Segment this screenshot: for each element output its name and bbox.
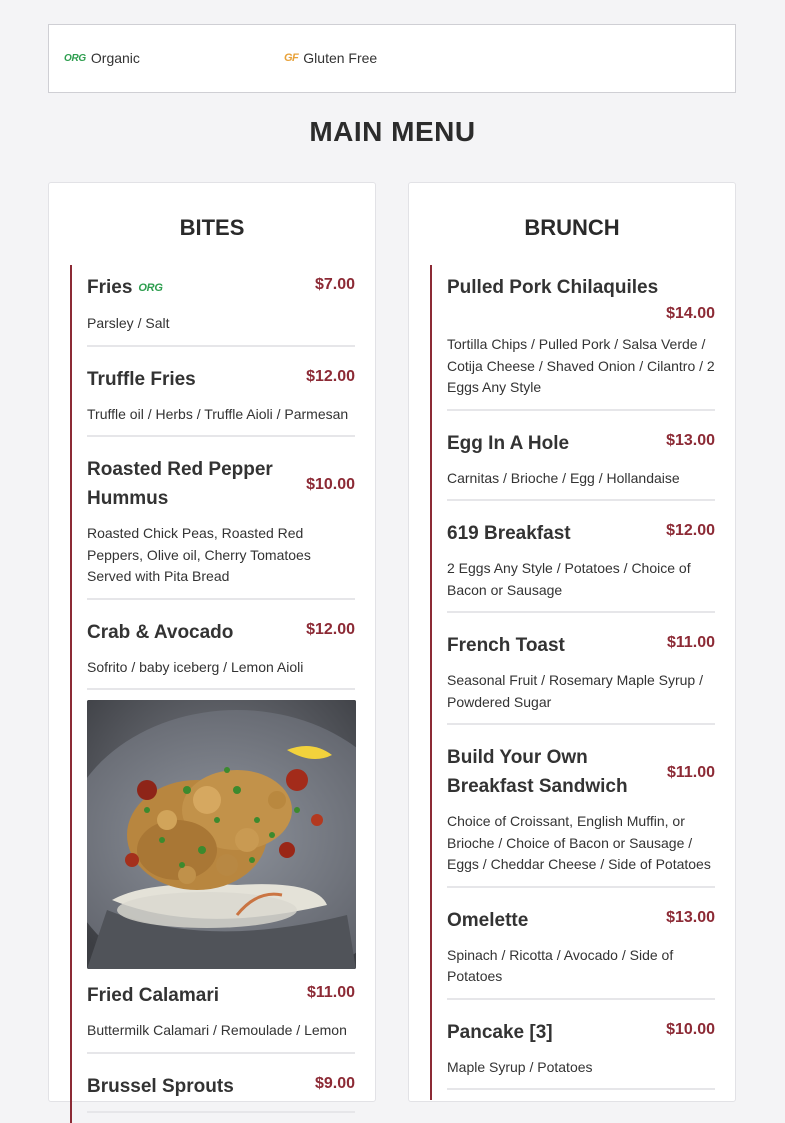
bites-list — [70, 265, 355, 1123]
menu-item-fries[interactable] — [87, 265, 355, 347]
item-description: Truffle oil / Herbs / Truffle Aioli / Parmesan — [87, 405, 349, 422]
legend-label-organic: Organic — [90, 50, 140, 66]
menu-item-fried-calamari[interactable] — [87, 700, 355, 1054]
legend-gluten-free — [284, 50, 377, 66]
item-description: Roasted Chick Peas, Roasted Red Peppers, Olive oil, Cherry Tomatoes Served with Pita Bread — [87, 525, 311, 584]
calamari-photo — [87, 700, 356, 969]
item-description: Parsley / Salt — [87, 315, 170, 331]
menu-item-truffle-fries[interactable] — [87, 357, 355, 438]
item-price: $7.00 — [314, 276, 355, 293]
menu-item-brussel-sprouts[interactable] — [87, 1064, 355, 1113]
organic-icon: ORG — [64, 52, 86, 64]
item-description: Maple Syrup / Potatoes — [447, 1058, 593, 1075]
gluten-free-icon: GF — [284, 52, 299, 64]
item-price: $13.00 — [666, 431, 715, 449]
item-price: $12.00 — [306, 367, 355, 385]
item-name: Roasted Red Pepper Hummus — [87, 459, 273, 509]
brunch-list — [430, 265, 715, 1100]
item-price: $11.00 — [306, 984, 355, 1001]
item-description: Carnitas / Brioche / Egg / Hollandaise — [447, 469, 680, 486]
item-price: $11.00 — [666, 634, 715, 651]
item-price: $13.00 — [666, 908, 715, 926]
menu-item-pancake[interactable] — [447, 1010, 715, 1091]
menu-item-hummus[interactable] — [87, 447, 355, 600]
brunch-section — [408, 182, 736, 1102]
section-title-brunch: BRUNCH — [524, 215, 620, 240]
menu-item-french-toast[interactable] — [447, 623, 715, 725]
item-description: Tortilla Chips / Pulled Pork / Salsa Verde / Cotija Cheese / Shaved Onion / Cilantro / 2 Eggs Any Style — [447, 336, 715, 395]
menu-item-breakfast-sandwich[interactable] — [447, 735, 715, 888]
item-description: Buttermilk Calamari / Remoulade / Lemon — [87, 1022, 347, 1038]
item-name: Fries — [87, 277, 133, 298]
item-description: Seasonal Fruit / Rosemary Maple Syrup / Powdered Sugar — [447, 672, 703, 710]
menu-item-omelette[interactable] — [447, 898, 715, 1000]
menu-item-egg-in-a-hole[interactable] — [447, 421, 715, 502]
item-name: French Toast — [447, 635, 565, 656]
menu-item-crab-avocado[interactable] — [87, 610, 355, 691]
item-description: 2 Eggs Any Style / Potatoes / Choice of Bacon or Sausage — [447, 560, 691, 598]
menu-item-619-breakfast[interactable] — [447, 511, 715, 613]
item-description: Choice of Croissant, English Muffin, or Brioche / Choice of Bacon or Sausage / Eggs / Cheddar Cheese / Side of Potatoes — [447, 813, 711, 872]
item-price: $12.00 — [306, 620, 355, 638]
item-price: $10.00 — [666, 1020, 715, 1038]
organic-icon: ORG — [138, 282, 163, 294]
item-name: Truffle Fries — [87, 368, 196, 390]
section-title-bites: BITES — [179, 215, 245, 240]
item-description: Spinach / Ricotta / Avocado / Side of Potatoes — [447, 946, 674, 984]
item-name: 619 Breakfast — [447, 523, 571, 544]
item-price: $11.00 — [666, 764, 715, 781]
item-name: Build Your Own Breakfast Sandwich — [447, 747, 628, 797]
dietary-legend — [48, 24, 736, 93]
item-name: Omelette — [447, 909, 529, 931]
legend-label-gluten-free: Gluten Free — [303, 50, 378, 66]
item-price: $14.00 — [666, 305, 715, 322]
item-name: Egg In A Hole — [447, 432, 570, 454]
item-price: $9.00 — [314, 1074, 355, 1092]
item-name: Fried Calamari — [87, 985, 219, 1006]
item-name: Brussel Sprouts — [87, 1075, 234, 1097]
item-price: $10.00 — [306, 476, 355, 493]
item-name: Pancake [3] — [447, 1021, 553, 1043]
item-name: Pulled Pork Chilaquiles — [447, 277, 659, 298]
legend-organic — [64, 50, 140, 66]
item-price: $12.00 — [666, 522, 715, 539]
page-title: MAIN MENU — [309, 116, 476, 147]
item-description: Sofrito / baby iceberg / Lemon Aioli — [87, 658, 304, 675]
menu-item-chilaquiles[interactable] — [447, 265, 715, 411]
item-name: Crab & Avocado — [87, 621, 234, 643]
bites-section — [48, 182, 376, 1102]
